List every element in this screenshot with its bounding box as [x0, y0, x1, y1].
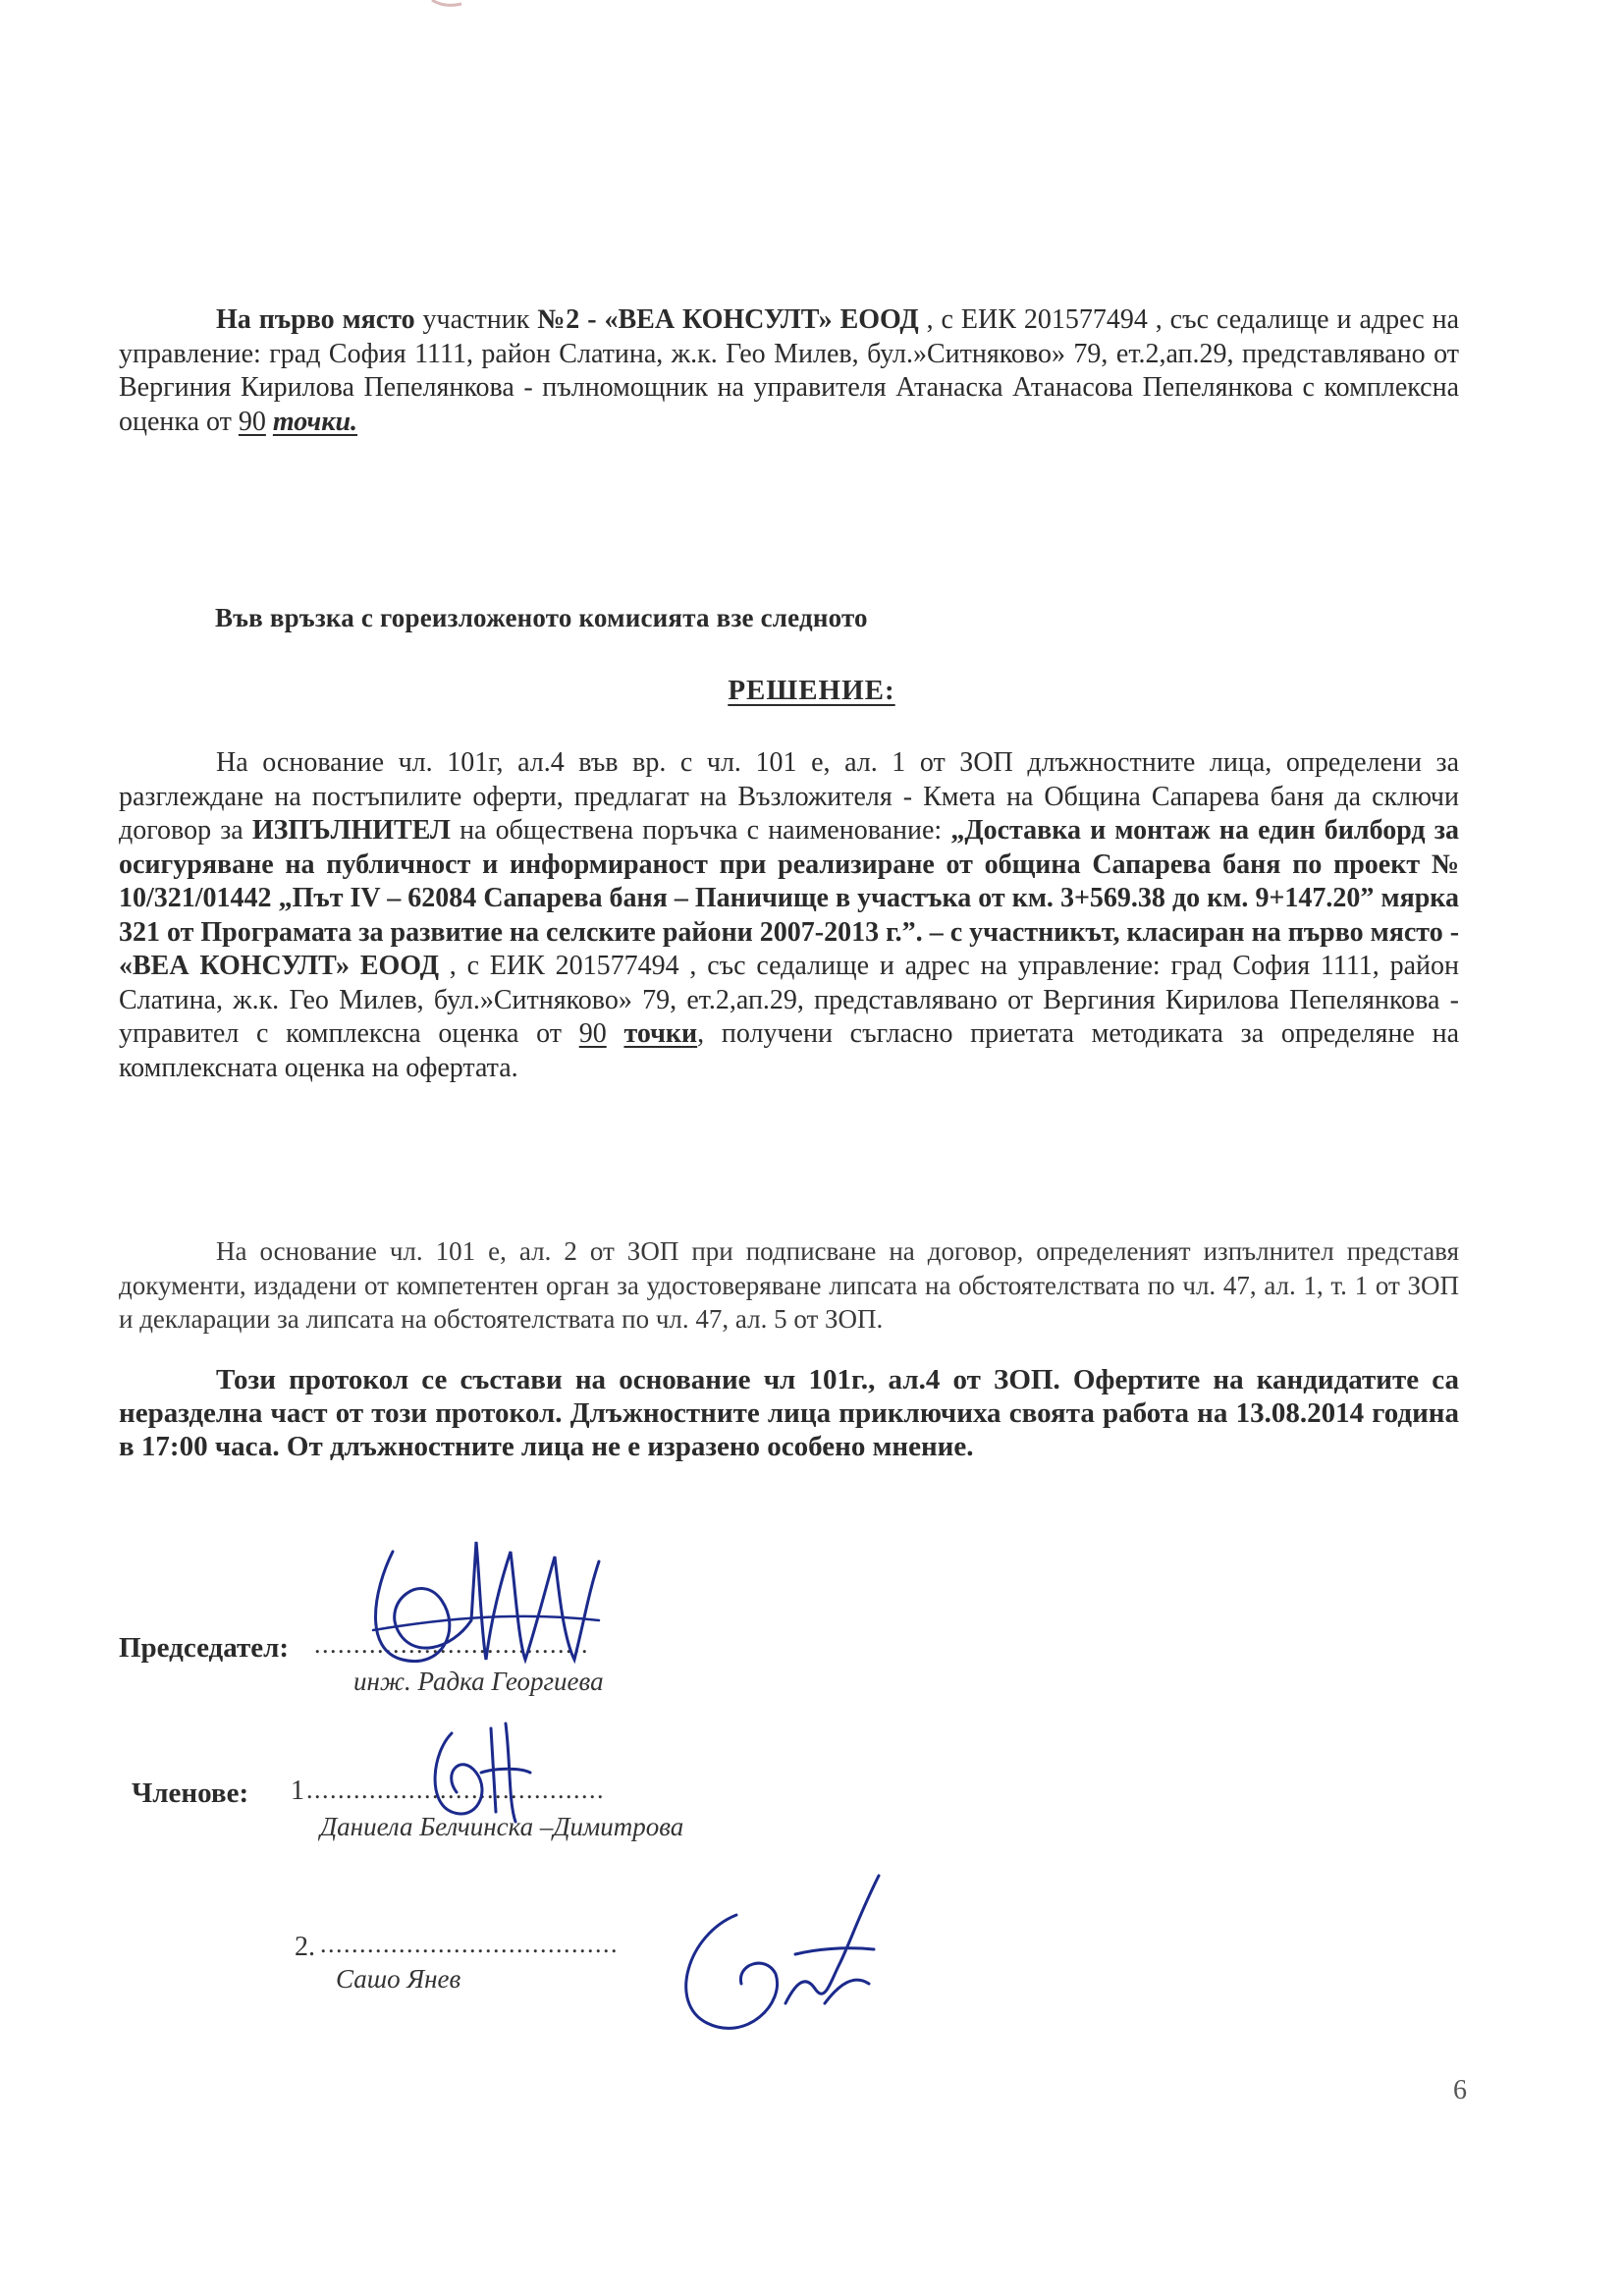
procurement-title: „Доставка и монтаж на един билборд за осигуряване на публичност и информираност при реализиране от община Сапарева баня по проект № 10/321/01442 „Път IV – 62084 Сапарева баня – Паничище в участъка от км. 3+569.38 до км. 9+147.20” мярка 321 от Програмата за развитие на селските райони 2007-2013 г.”.	[119, 815, 1459, 948]
paragraph-text: Този протокол се състави на основание чл 101г., ал.4 от ЗОП. Офертите на кандидатите са неразделна част от този протокол. Длъжностните лица приключиха своята работа на 13.08.2014 година в 17:00 часа. От длъжностните лица не е изразено особено мнение.	[119, 1364, 1459, 1462]
decision-paragraph	[119, 746, 1459, 1085]
member-1-signature	[422, 1714, 550, 1861]
paragraph-text: На основание чл. 101г, ал.4 във вр. с чл. 101 е, ал. 1 от ЗОП длъжностните лица, определени за разглеждане на постъпилите оферти, предлагат на Възложителя - Кмета на Община Сапарева баня да сключи договор за	[119, 747, 1459, 846]
first-place-lead: На първо място	[216, 304, 415, 335]
score-value: 90	[578, 1018, 607, 1049]
protocol-closing-paragraph	[119, 1363, 1459, 1463]
member-1-number: 1	[291, 1776, 304, 1806]
company-name: №2 - «ВЕА КОНСУЛТ» ЕООД	[537, 304, 919, 335]
member-1-signature-line: ......................................	[306, 1776, 605, 1804]
member-1-name: Даниела Белчинска –Димитрова	[320, 1812, 684, 1841]
chair-signature-line: ...................................	[314, 1630, 589, 1659]
members-label: Членове:	[132, 1777, 249, 1809]
ranked-participant: – с участникът, класиран на първо място - «ВЕА КОНСУЛТ» ЕООД	[119, 916, 1460, 981]
section-heading: Във връзка с гореизложеното комисията взе следното	[215, 603, 868, 632]
score-value: 90	[238, 406, 266, 437]
member-2-signature-line: ......................................	[320, 1930, 619, 1958]
member-2-signature	[648, 1856, 893, 2052]
member-2-name: Сашо Янев	[336, 1964, 461, 1994]
chair-label: Председател:	[119, 1632, 290, 1664]
decision-title	[0, 675, 1623, 707]
paragraph-text: участник	[414, 304, 538, 335]
page-number: 6	[1453, 2075, 1467, 2105]
documents-paragraph	[119, 1234, 1459, 1337]
member-2-number: 2.	[295, 1932, 315, 1962]
executor-label: ИЗПЪЛНИТЕЛ	[251, 815, 451, 846]
chair-signature	[353, 1512, 609, 1699]
score-unit: точки.	[272, 406, 358, 437]
paragraph-text: , получени съгласно приетата методиката за определяне на комплексната оценка на офертата.	[119, 1018, 1459, 1083]
paragraph-text: на обществена поръчка с наименование:	[450, 815, 951, 846]
first-place-paragraph	[119, 303, 1459, 439]
chair-name: инж. Радка Георгиева	[353, 1667, 604, 1696]
scan-edge-mark	[0, 0, 1623, 20]
paragraph-text: На основание чл. 101 е, ал. 2 от ЗОП при подписване на договор, определеният изпълнител представя документи, издадени от компетентен орган за удостоверяване липсата на обстоятелствата по чл. 47, ал. 1, т. 1 от ЗОП и декларации за липсата на обстоятелствата по чл. 47, ал. 5 от ЗОП.	[119, 1236, 1459, 1334]
score-unit: точки	[623, 1018, 698, 1049]
paragraph-text: , с ЕИК 201577494 , със седалище и адрес на управление: град София 1111, район Слатина, ж.к. Гео Милев, бул.»Ситняково» 79, ет.2,ап.29, представлявано от Вергиния Кирилова Пепелянкова - управител с комплексна оценка от	[119, 951, 1459, 1049]
decision-title-text: РЕШЕНИЕ:	[728, 675, 895, 706]
paragraph-text: , с ЕИК 201577494 , със седалище и адрес на управление: град София 1111, район Слатина, ж.к. Гео Милев, бул.»Ситняково» 79, ет.2,ап.29, представлявано от Вергиния Кирилова Пепелянкова - пълномощник на управителя Атанаска Атанасова Пепелянкова с комплексна оценка от	[119, 304, 1460, 437]
